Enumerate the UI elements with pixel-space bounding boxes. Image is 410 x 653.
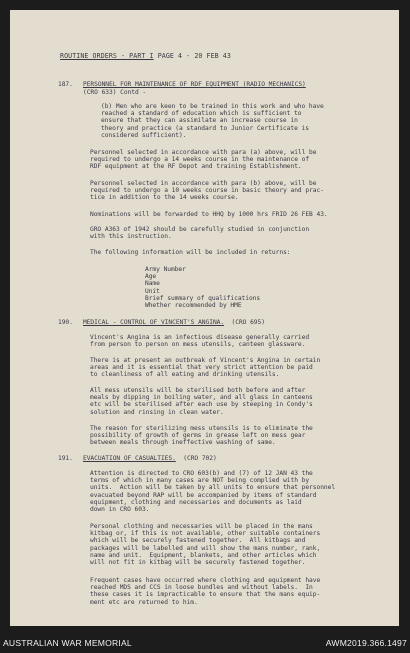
text-line: name and unit. Equipment, blankets, and other articles which (90, 551, 317, 559)
text-line: All mess utensils will be sterilised both before and after (90, 387, 306, 394)
section-187-para-1 (90, 149, 372, 171)
section-191-para-3 (90, 577, 372, 606)
section-187-para-3 (90, 211, 372, 218)
section-187-para-4 (90, 226, 372, 240)
text-line: Attention is directed to CRO 603(b) and (7) of 12 JAN 43 the (90, 470, 313, 477)
text-line: terms of which in many cases are NOT being complied with by (90, 477, 310, 485)
section-190-para-1 (90, 334, 372, 348)
section-190-number: 190. (58, 319, 73, 326)
text-line: to cleanliness of all eating and drinking utensils. (90, 371, 280, 379)
text-line: theory and practice (a standard to Junior Certificate is (101, 124, 309, 132)
text-line: required to undergo a 14 weeks course in the maintenance of (90, 156, 310, 164)
section-187-para-2 (90, 180, 372, 202)
text-line: Frequent cases have occurred where clothing and equipment have (90, 577, 321, 584)
section-190-para-4 (90, 425, 372, 447)
text-line: solution and rinsing in clean water. (90, 408, 224, 416)
section-191-number: 191. (58, 455, 73, 462)
text-line: Age (145, 273, 157, 281)
document-page (10, 10, 399, 626)
archive-footer (0, 636, 410, 653)
text-line: with this instruction. (90, 233, 172, 241)
text-line: Nominations will be forwarded to HHQ by 1000 hrs FRID 26 FEB 43. (90, 211, 328, 218)
text-line: these cases it is impracticable to ensure that the mans equip- (90, 591, 321, 599)
text-line: Personnel selected in accordance with para (b) above, will be (90, 180, 317, 187)
text-line: RDF equipment at the RF Depot and training Establishment. (90, 163, 302, 171)
header-page: PAGE 4 - 20 FEB 43 (157, 52, 231, 60)
text-line: down in CRO 603. (90, 506, 150, 514)
text-line: Army Number (145, 266, 186, 273)
section-190-para-2 (90, 357, 372, 379)
text-line: Unit (145, 287, 160, 295)
text-line: ment etc are returned to him. (90, 598, 198, 606)
section-187-para-b (101, 103, 371, 139)
header-title: ROUTINE ORDERS - PART I (60, 52, 154, 60)
text-line: evacuated beyond RAP will be accompanied by items of standard (90, 491, 317, 499)
text-line: considered sufficient). (101, 131, 187, 139)
text-line: (b) Men who are keen to be trained in this work and who have (101, 103, 324, 110)
section-191-para-2 (90, 523, 372, 566)
text-line: etc will be sterilised after each use by steeping in Condy's (90, 401, 313, 409)
text-line: equipment, clothing and necessaries and documents as laid (90, 498, 302, 506)
text-line: from person to person on mess utensils, canteen glassware. (90, 341, 306, 349)
text-line: reached MDS and CCS in loose bundles and without labels. In (90, 584, 313, 592)
text-line: areas and it is essential that very strict attention be paid (90, 364, 313, 372)
footer-accession-number: AWM2019.366.1497 (325, 638, 407, 648)
text-line: Name (145, 280, 160, 288)
text-line: There is at present an outbreak of Vincent's Angina in certain (90, 357, 321, 364)
section-191-ref: (CRO 702) (183, 455, 217, 462)
text-line: The reason for sterilizing mess utensils is to eliminate the (90, 425, 313, 432)
text-line: meals by dipping in boiling water, and all glass in canteens (90, 394, 313, 402)
text-line: required to undergo a 10 weeks course in basic theory and prac- (90, 187, 324, 195)
text-line: Brief summary of qualifications (145, 294, 261, 302)
page-header (60, 53, 231, 60)
text-line: tice in addition to the 14 weeks course. (90, 194, 239, 202)
section-191-para-1 (90, 470, 372, 513)
section-187-number: 187. (58, 81, 73, 88)
section-187-title: PERSONNEL FOR MAINTENANCE OF RDF EQUIPMENT (RADIO MECHANICS) (83, 81, 306, 88)
text-line: GRO A363 of 1942 should be carefully studied in conjunction (90, 226, 310, 233)
text-line: packages will be labelled and will show the mans number, rank, (90, 544, 321, 552)
text-line: kitbag or, if this is not available, other suitable containers (90, 530, 321, 538)
text-line: The following information will be included in returns: (90, 249, 291, 256)
section-187-title-cont: (CRO 633) Contd - (83, 89, 147, 96)
text-line: Whether recommended by HME (145, 302, 242, 310)
section-187-para-5 (90, 249, 372, 256)
section-191-heading (83, 455, 217, 462)
text-line: possibility of growth of germs in grease left on mess gear (90, 432, 306, 440)
text-line: Personnel selected in accordance with para (a) above, will be (90, 149, 317, 156)
text-line: reached a standard of education which is sufficient to (101, 110, 302, 118)
section-190-ref: (CRO 695) (231, 319, 265, 326)
section-190-heading (83, 319, 265, 326)
footer-credit: AUSTRALIAN WAR MEMORIAL (3, 638, 132, 648)
text-line: Vincent's Angina is an infectious disease generally carried (90, 334, 310, 341)
text-line: ensure that they can assimilate an increase course in (101, 117, 298, 125)
section-191-title: EVACUATION OF CASUALTIES. (83, 455, 176, 462)
text-line: will not fit in kitbag will be securely fastened together. (90, 559, 306, 567)
text-line: between meals through ineffective washing of same. (90, 439, 276, 447)
section-190-title: MEDICAL - CONTROL OF VINCENT'S ANGINA. (83, 319, 225, 326)
text-line: units. Action will be taken by all units to ensure that personnel (90, 484, 336, 492)
text-line: Personal clothing and necessaries will be placed in the mans (90, 523, 313, 530)
section-190-para-3 (90, 387, 372, 416)
text-line: which will be securely fastened together. All kitbags and (90, 537, 306, 545)
section-187-return-list (145, 266, 260, 309)
